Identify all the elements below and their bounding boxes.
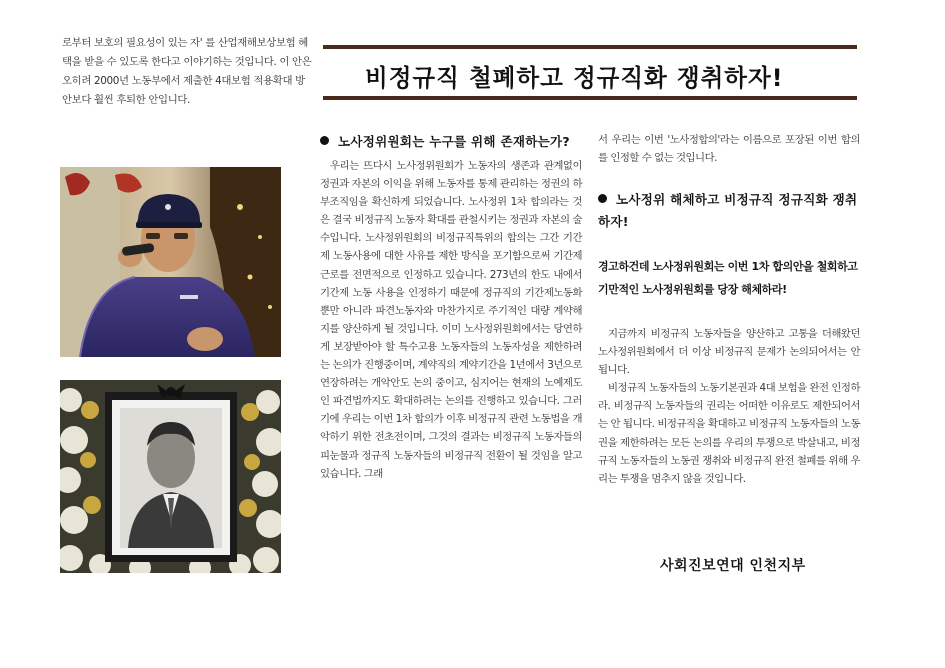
signature: 사회진보연대 인천지부 <box>660 558 806 574</box>
bullet-icon <box>598 194 607 203</box>
bullet-icon <box>320 136 329 145</box>
section1-paragraph: 우리는 뜨다시 노사정위원회가 노동자의 생존과 관계없이 정권과 자본의 이익을 위해 노동자를 통제 관리하는 정권의 하부조직임을 확신하게 되었습니다. 노사정위 1차 합의라는 것은 결국 비정규직 노동자 확대를 관철시키는 정권과 자본의 술수입니다. 노사정위원회의 비정규직특위의 합의는 그간 기간제 노동사용에 대한 사유를 제한 방식을 포기함으로써 기간제근로를 전면적으로 인정하고 있습니다. 273년의 한도 내에서 기간제 노동 사용을 인정하기 때문에 정규직의 기간제노동화 뿐만 아니라 파견노동자와 마찬가지로 주기적인 대량 계약해지를 양산하게 될 것입니다. 이미 노사정위원회에서는 당연하게 보장받아야 할 특수고용 노동자들의 노동자성을 제한하려는 논의가 진행중이며, 계약직의 계약기간을 1년에서 3년으로 연장하려는 개악안도 논의 중이고, 심지어는 현재의 노예제도인 파견법까지도 확대하려는 논의를 진행하고 있습니다. 그러기에 우리는 이번 1차 합의가 이후 비정규직 관련 노동법을 개악하기 위한 전초전이며, 그것의 결과는 비정규직 노동자들의 피눈물과 정규직 노동자들의 비정규직 전환이 될 것임을 알고 있습니다. 그래 <box>320 160 582 480</box>
col3-top-text: 서 우리는 이번 '노사정합의'라는 이름으로 포장된 이번 합의를 인정할 수 없는 것입니다. <box>598 134 860 165</box>
headline-bottom-rule <box>323 96 857 100</box>
headline-top-rule <box>323 45 857 49</box>
section1-heading: 노사정위원회는 누구를 위해 존재하는가? <box>320 131 582 153</box>
section1-body <box>320 157 582 483</box>
memorial-photo <box>60 380 281 573</box>
section2-p1: 지금까지 비정규직 노동자들을 양산하고 고통을 더해왔던 노사정위원회에서 더 이상 비정규직 문제가 논의되어서는 안 됩니다. <box>598 328 860 377</box>
rally-photo <box>60 167 281 357</box>
col3-continuation <box>598 131 860 167</box>
section2-callout: 경고하건데 노사정위원회는 이번 1차 합의안을 철회하고 기만적인 노사정위원회를 당장 해체하라! <box>598 260 858 296</box>
section2 <box>598 189 860 488</box>
left-intro-text: 로부터 보호의 필요성이 있는 자' 를 산업재해보상보험 혜택을 받을 수 있도록 한다고 이야기하는 것입니다. 이 안은 오히려 2000년 노동부에서 제출한 4대보험 적용확대 방안보다 훨씬 후퇴한 안입니다. <box>62 37 312 106</box>
section2-body <box>598 325 860 488</box>
section2-p2: 비정규직 노동자들의 노동기본권과 4대 보험을 완전 인정하라. 비정규직 노동자들의 권리는 어떠한 이유로도 제한되어서는 안 됩니다. 비정규직을 확대하고 비정규직 노동자들의 노동권을 제한하려는 모든 논의를 우리의 투쟁으로 박살내고, 비정규직 노동자들의 노동권 쟁취와 비정규직 완전 철폐를 위해 우리는 투쟁을 멈추지 않을 것입니다. <box>598 382 860 485</box>
section2-heading: 노사정위 해체하고 비정규직 정규직화 쟁취하자! <box>598 192 858 229</box>
headline: 비정규직 철폐하고 정규직화 쟁취하자! <box>365 64 784 92</box>
section1 <box>320 131 582 483</box>
